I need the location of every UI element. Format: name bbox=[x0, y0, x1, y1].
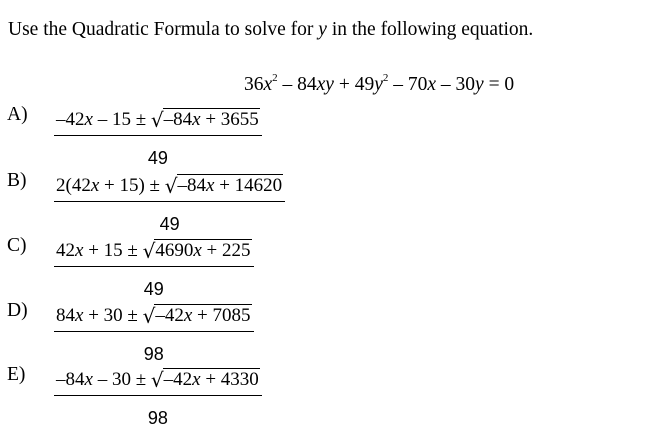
radical bbox=[151, 108, 260, 131]
rad-var: x bbox=[192, 369, 201, 390]
question-text-after: in the following equation. bbox=[326, 19, 534, 40]
num-var: x bbox=[75, 240, 84, 261]
num-rest: – 15 ± bbox=[92, 109, 151, 130]
option-c[interactable] bbox=[0, 235, 653, 301]
eq-term-2: – 84 bbox=[277, 74, 317, 95]
option-fraction bbox=[54, 368, 262, 429]
num-var: x bbox=[84, 369, 93, 390]
radical bbox=[143, 239, 252, 262]
num-coef: 84 bbox=[56, 305, 75, 326]
option-fraction bbox=[54, 239, 254, 300]
rad-var: x bbox=[183, 305, 193, 326]
eq-coef-1: 36 bbox=[244, 74, 264, 95]
num-coef: –42 bbox=[56, 109, 85, 130]
eq-term-4: – 70 bbox=[388, 74, 428, 95]
option-fraction bbox=[54, 108, 262, 169]
radicand bbox=[177, 174, 284, 196]
rad-const: + 4330 bbox=[200, 369, 259, 390]
radicand bbox=[163, 368, 260, 390]
eq-term-3: + 49 bbox=[333, 74, 375, 95]
option-a[interactable] bbox=[0, 104, 653, 170]
num-var: x bbox=[84, 109, 93, 130]
option-denominator: 49 bbox=[147, 148, 168, 169]
num-coef: 2(42 bbox=[56, 175, 91, 196]
num-coef: –84 bbox=[56, 369, 85, 390]
rad-const: + 3655 bbox=[200, 109, 259, 130]
option-letter: D) bbox=[7, 300, 28, 321]
sqrt-icon: √ bbox=[164, 174, 178, 198]
rad-coef: –42 bbox=[163, 369, 193, 390]
num-var: x bbox=[90, 175, 100, 196]
option-d[interactable] bbox=[0, 300, 653, 366]
option-letter: A) bbox=[7, 104, 28, 125]
option-denominator: 98 bbox=[143, 344, 164, 365]
radical bbox=[151, 368, 260, 391]
rad-coef: –84 bbox=[177, 175, 206, 196]
option-fraction bbox=[54, 304, 254, 365]
eq-rhs: = 0 bbox=[483, 74, 515, 95]
num-var: x bbox=[75, 305, 84, 326]
rad-coef: –42 bbox=[155, 305, 184, 326]
num-rest: + 30 ± bbox=[83, 305, 143, 326]
sqrt-icon: √ bbox=[150, 368, 164, 392]
rad-var: x bbox=[206, 175, 215, 196]
rad-const: + 225 bbox=[201, 240, 251, 261]
option-letter: B) bbox=[7, 170, 27, 191]
question-text bbox=[8, 19, 533, 41]
rad-coef: –84 bbox=[163, 109, 193, 130]
sqrt-icon: √ bbox=[142, 304, 156, 328]
option-numerator bbox=[54, 108, 262, 135]
rad-var: x bbox=[193, 240, 202, 261]
eq-var-2: xy bbox=[316, 74, 334, 95]
option-letter: C) bbox=[7, 235, 27, 256]
option-numerator bbox=[54, 368, 262, 395]
rad-const: + 14620 bbox=[214, 175, 283, 196]
option-denominator: 98 bbox=[147, 408, 168, 429]
eq-term-5: – 30 bbox=[436, 74, 476, 95]
option-e[interactable] bbox=[0, 364, 653, 430]
question-variable: y bbox=[318, 19, 327, 40]
equation bbox=[244, 74, 514, 96]
eq-exp-3: 2 bbox=[382, 72, 389, 84]
question-text-before: Use the Quadratic Formula to solve for bbox=[8, 19, 319, 40]
eq-var-4: x bbox=[427, 74, 437, 95]
eq-var-5: y bbox=[475, 74, 484, 95]
radicand bbox=[163, 108, 260, 130]
rad-const: + 7085 bbox=[192, 305, 251, 326]
option-numerator bbox=[54, 239, 254, 266]
rad-coef: 4690 bbox=[155, 240, 194, 261]
radical bbox=[165, 174, 283, 197]
sqrt-icon: √ bbox=[150, 108, 164, 132]
num-rest: + 15 ± bbox=[83, 240, 143, 261]
option-numerator bbox=[54, 174, 285, 201]
option-numerator bbox=[54, 304, 254, 331]
option-denominator: 49 bbox=[159, 214, 180, 235]
radicand bbox=[154, 304, 251, 326]
option-fraction bbox=[54, 174, 285, 235]
eq-exp-1: 2 bbox=[272, 72, 278, 84]
num-coef: 42 bbox=[56, 240, 75, 261]
num-rest: + 15) ± bbox=[99, 175, 165, 196]
radical bbox=[143, 304, 252, 327]
option-letter: E) bbox=[7, 364, 26, 385]
option-b[interactable] bbox=[0, 170, 653, 236]
radicand bbox=[154, 239, 251, 261]
eq-var-1: x bbox=[263, 74, 273, 95]
rad-var: x bbox=[192, 109, 201, 130]
num-rest: – 30 ± bbox=[92, 369, 151, 390]
eq-var-3: y bbox=[374, 74, 383, 95]
option-denominator: 49 bbox=[143, 279, 164, 300]
sqrt-icon: √ bbox=[142, 239, 156, 263]
